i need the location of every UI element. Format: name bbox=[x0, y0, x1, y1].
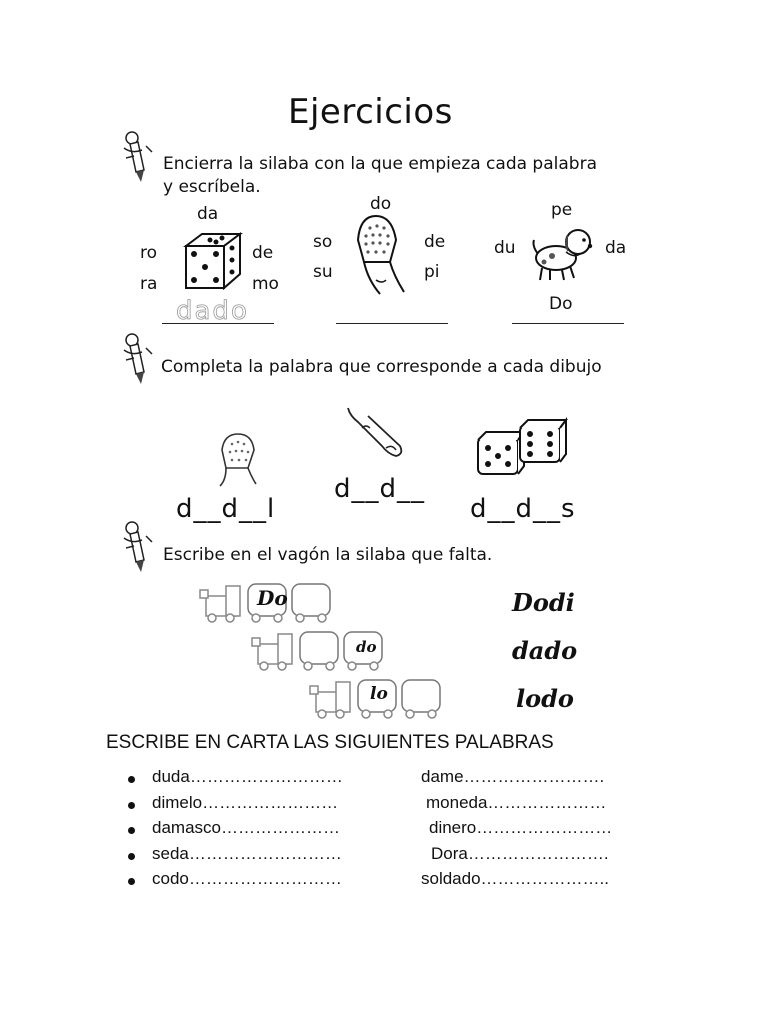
answer-line[interactable] bbox=[512, 323, 624, 324]
list-item bbox=[128, 793, 668, 819]
wagon-syllable[interactable]: lo bbox=[370, 684, 388, 704]
syllable-option[interactable]: pe bbox=[551, 200, 573, 220]
page-title: Ejercicios bbox=[288, 92, 453, 132]
word-right[interactable]: dame……………………. bbox=[421, 767, 605, 786]
word-pattern: d__d__ bbox=[334, 474, 426, 504]
syllable-option[interactable]: da bbox=[197, 204, 219, 224]
syllable-option[interactable]: Do bbox=[549, 294, 573, 314]
word-right[interactable]: Dora……………………. bbox=[431, 843, 609, 863]
bullet bbox=[128, 776, 135, 783]
pencil-icon bbox=[122, 330, 166, 386]
syllable-option[interactable]: ro bbox=[140, 243, 158, 263]
exercise4-heading: ESCRIBE EN CARTA LAS SIGUIENTES PALABRAS bbox=[106, 732, 554, 753]
cursive-word: Dodi bbox=[512, 588, 575, 617]
list-item bbox=[128, 869, 668, 895]
cursive-word: lodo bbox=[516, 684, 574, 713]
word-left[interactable]: dimelo…………………… bbox=[152, 792, 339, 812]
word-right[interactable]: soldado………………….. bbox=[421, 869, 609, 888]
word-pattern: d__d__s bbox=[470, 494, 576, 524]
word-left[interactable]: duda……………………… bbox=[152, 767, 343, 786]
list-item bbox=[128, 844, 668, 870]
bullet bbox=[128, 878, 135, 885]
bullet bbox=[128, 827, 135, 834]
answer-line[interactable] bbox=[336, 323, 448, 324]
answer-line[interactable] bbox=[162, 323, 274, 324]
pencil-icon bbox=[122, 518, 166, 574]
exercise1-instruction-line1: Encierra la silaba con la que empieza cada palabra bbox=[163, 154, 597, 174]
exercise3-instruction: Escribe en el vagón la silaba que falta. bbox=[163, 545, 493, 565]
list-item bbox=[128, 767, 668, 793]
wagon-syllable[interactable]: Do bbox=[257, 586, 288, 610]
syllable-option[interactable]: pi bbox=[424, 262, 440, 282]
syllable-option[interactable]: so bbox=[313, 232, 333, 252]
syllable-option[interactable]: du bbox=[494, 238, 516, 258]
word-left[interactable]: damasco………………… bbox=[152, 818, 340, 837]
word-left[interactable]: codo……………………… bbox=[152, 869, 342, 888]
exercise2-instruction: Completa la palabra que corresponde a cada dibujo bbox=[161, 357, 602, 377]
word-right[interactable]: moneda………………… bbox=[426, 792, 607, 812]
dice-icon bbox=[474, 418, 568, 480]
word-pattern: d__d__l bbox=[176, 494, 276, 524]
dog-icon bbox=[530, 224, 600, 284]
syllable-option[interactable]: do bbox=[370, 194, 392, 214]
word-right[interactable]: dinero…………………… bbox=[429, 818, 613, 837]
pencil-icon bbox=[122, 128, 166, 184]
bullet bbox=[128, 802, 135, 809]
cursive-word: dado bbox=[512, 636, 578, 665]
syllable-option[interactable]: mo bbox=[252, 274, 279, 294]
syllable-option[interactable]: da bbox=[605, 238, 627, 258]
traced-answer: dado bbox=[176, 296, 249, 326]
syllable-option[interactable]: su bbox=[313, 262, 333, 282]
wagon-syllable[interactable]: do bbox=[356, 638, 377, 656]
finger-icon bbox=[344, 404, 406, 466]
exercise1-instruction-line2: y escríbela. bbox=[163, 177, 261, 197]
word-list bbox=[128, 767, 668, 895]
thimble-icon bbox=[212, 428, 264, 490]
list-item bbox=[128, 818, 668, 844]
syllable-option[interactable]: de bbox=[252, 243, 274, 263]
thimble-icon bbox=[350, 210, 420, 298]
syllable-option[interactable]: de bbox=[424, 232, 446, 252]
syllable-option[interactable]: ra bbox=[140, 274, 158, 294]
dice-icon bbox=[182, 230, 242, 292]
bullet bbox=[128, 853, 135, 860]
word-left[interactable]: seda……………………… bbox=[152, 843, 342, 863]
